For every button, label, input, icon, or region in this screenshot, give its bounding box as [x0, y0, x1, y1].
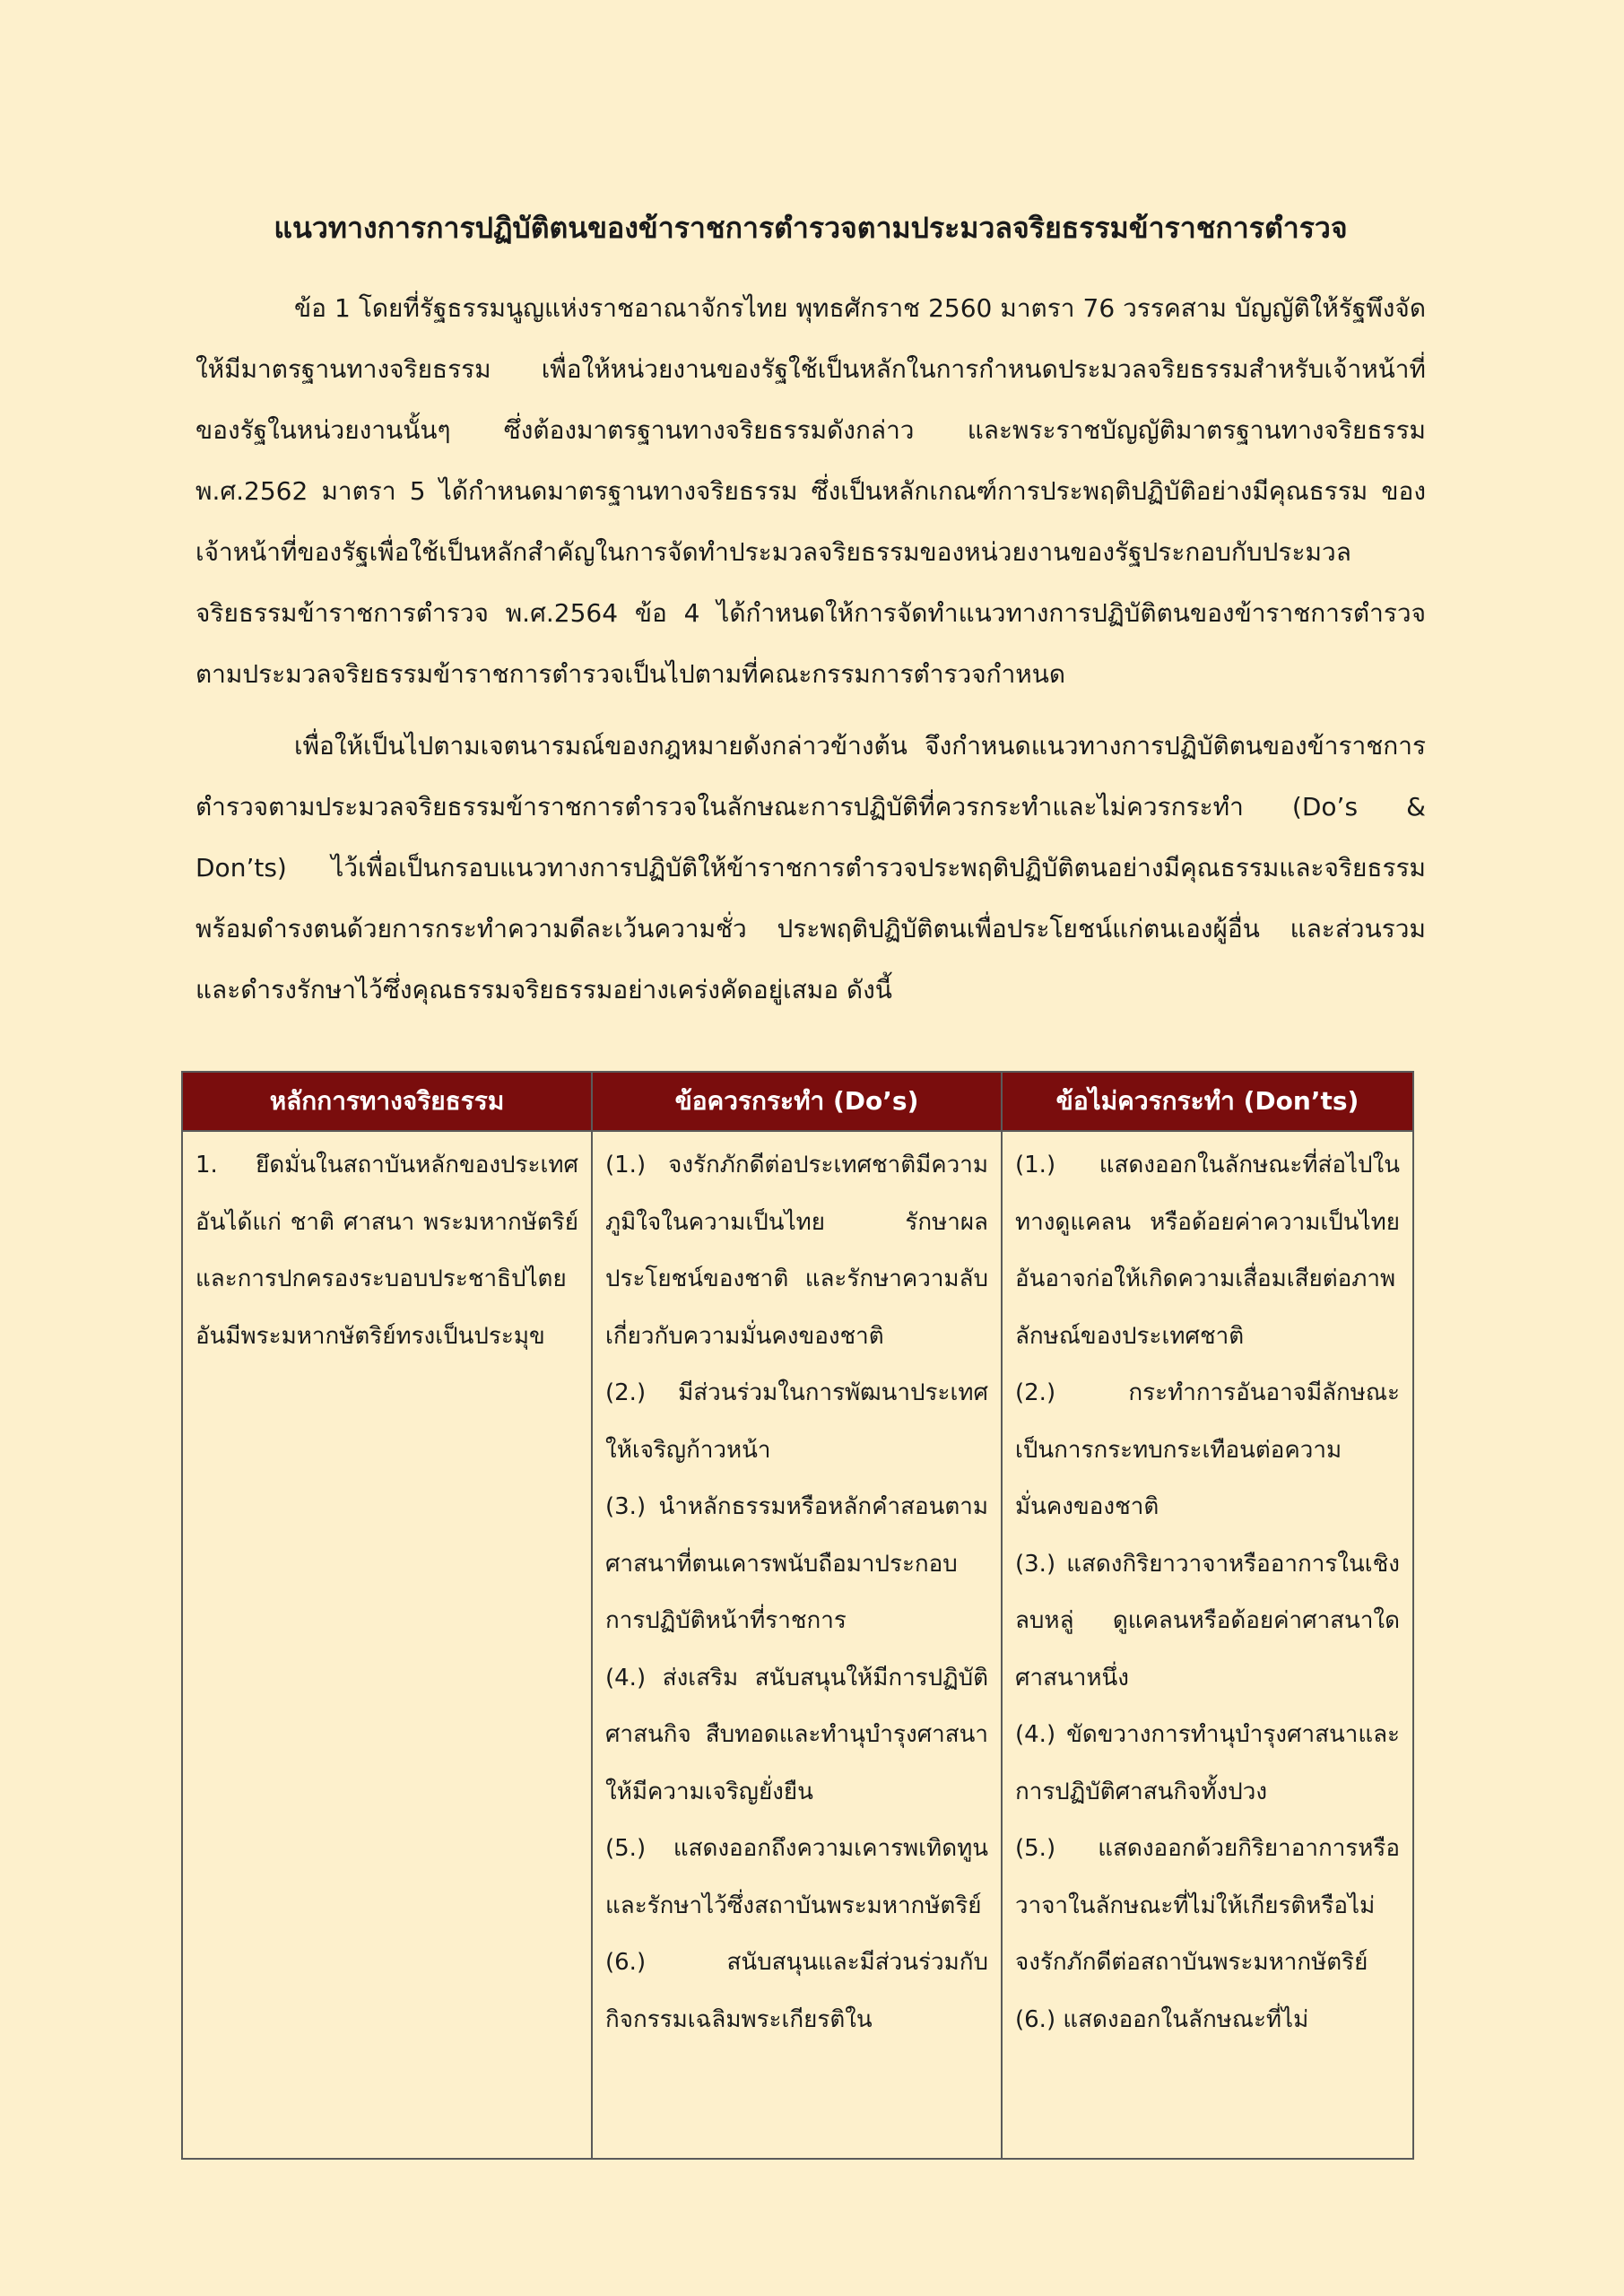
donts-cell: [1002, 1131, 1413, 2159]
dos-item-2: (2.) มีส่วนร่วมในการพัฒนาประเทศให้เจริญก้าวหน้า: [605, 1379, 988, 1464]
dos-cell: [592, 1131, 1002, 2159]
paragraph-1: ข้อ 1 โดยที่รัฐธรรมนูญแห่งราชอาณาจักรไทย พุทธศักราช 2560 มาตรา 76 วรรคสาม บัญญัติให้รัฐพึงจัดให้มีมาตรฐานทางจริยธรรม เพื่อให้หน่วยงานของรัฐใช้เป็นหลักในการกำหนดประมวลจริยธรรมสำหรับเจ้าหน้าที่ของรัฐในหน่วยงานนั้นๆ ซึ่งต้องมาตรฐานทางจริยธรรมดังกล่าว และพระราชบัญญัติมาตรฐานทางจริยธรรม พ.ศ.2562 มาตรา 5 ได้กำหนดมาตรฐานทางจริยธรรม ซึ่งเป็นหลักเกณฑ์การประพฤติปฏิบัติอย่างมีคุณธรรม ของเจ้าหน้าที่ของรัฐเพื่อใช้เป็นหลักสำคัญในการจัดทำประมวลจริยธรรมของหน่วยงานของรัฐประกอบกับประมวลจริยธรรมข้าราชการตำรวจ พ.ศ.2564 ข้อ 4 ได้กำหนดให้การจัดทำแนวทางการปฏิบัติตนของข้าราชการตำรวจตามประมวลจริยธรรมข้าราชการตำรวจเป็นไปตามที่คณะกรรมการตำรวจกำหนด: [195, 293, 1426, 689]
principle-cell: [182, 1131, 592, 2159]
header-dos: ข้อควรกระทำ (Do’s): [592, 1072, 1002, 1131]
dos-item-5: (5.) แสดงออกถึงความเคารพเทิดทูน และรักษาไว้ซึ่งสถาบันพระมหากษัตริย์: [605, 1835, 988, 1919]
dos-item-1: (1.) จงรักภักดีต่อประเทศชาติมีความภูมิใจในความเป็นไทย รักษาผลประโยชน์ของชาติ และรักษาความลับเกี่ยวกับความมั่นคงของชาติ: [605, 1152, 988, 1350]
donts-item-6: (6.) แสดงออกในลักษณะที่ไม่: [1015, 2005, 1309, 2033]
donts-item-4: (4.) ขัดขวางการทำนุบำรุงศาสนาและการปฏิบัติศาสนกิจทั้งปวง: [1015, 1721, 1400, 1805]
document-page: [195, 204, 1426, 1021]
ethics-table: [181, 1071, 1414, 2160]
table-header-row: [182, 1072, 1413, 1131]
principle-text: 1. ยึดมั่นในสถาบันหลักของประเทศ อันได้แก่ ชาติ ศาสนา พระมหากษัตริย์และการปกครองระบอบประชาธิปไตยอันมีพระมหากษัตริย์ทรงเป็นประมุข: [195, 1152, 578, 1350]
table-row: [182, 1131, 1413, 2159]
donts-item-1: (1.) แสดงออกในลักษณะที่ส่อไปในทางดูแคลน หรือด้อยค่าความเป็นไทยอันอาจก่อให้เกิดความเสื่อมเสียต่อภาพลักษณ์ของประเทศชาติ: [1015, 1152, 1400, 1350]
dos-item-3: (3.) นำหลักธรรมหรือหลักคำสอนตามศาสนาที่ตนเคารพนับถือมาประกอบการปฏิบัติหน้าที่ราชการ: [605, 1493, 988, 1634]
document-title: แนวทางการการปฏิบัติตนของข้าราชการตำรวจตามประมวลจริยธรรมข้าราชการตำรวจ: [274, 211, 1348, 245]
header-principle: หลักการทางจริยธรรม: [182, 1072, 592, 1131]
header-donts: ข้อไม่ควรกระทำ (Don’ts): [1002, 1072, 1413, 1131]
dos-item-6: (6.) สนับสนุนและมีส่วนร่วมกับกิจกรรมเฉลิมพระเกียรติใน: [605, 1949, 988, 2033]
donts-item-5: (5.) แสดงออกด้วยกิริยาอาการหรือวาจาในลักษณะที่ไม่ให้เกียรติหรือไม่จงรักภักดีต่อสถาบันพระมหากษัตริย์: [1015, 1835, 1400, 1976]
donts-item-3: (3.) แสดงกิริยาวาจาหรืออาการในเชิงลบหลู่ ดูแคลนหรือด้อยค่าศาสนาใดศาสนาหนึ่ง: [1015, 1550, 1400, 1692]
donts-item-2: (2.) กระทำการอันอาจมีลักษณะเป็นการกระทบกระเทือนต่อความมั่นคงของชาติ: [1015, 1379, 1400, 1520]
dos-item-4: (4.) ส่งเสริม สนับสนุนให้มีการปฏิบัติศาสนกิจ สืบทอดและทำนุบำรุงศาสนาให้มีความเจริญยั่งยืน: [605, 1664, 988, 1805]
paragraph-2: เพื่อให้เป็นไปตามเจตนารมณ์ของกฎหมายดังกล่าวข้างต้น จึงกำหนดแนวทางการปฏิบัติตนของข้าราชการตำรวจตามประมวลจริยธรรมข้าราชการตำรวจในลักษณะการปฏิบัติที่ควรกระทำและไม่ควรกระทำ (Do’s & Don’ts) ไว้เพื่อเป็นกรอบแนวทางการปฏิบัติให้ข้าราชการตำรวจประพฤติปฏิบัติตนอย่างมีคุณธรรมและจริยธรรม พร้อมดำรงตนด้วยการกระทำความดีละเว้นความชั่ว ประพฤติปฏิบัติตนเพื่อประโยชน์แก่ตนเองผู้อื่น และส่วนรวม และดำรงรักษาไว้ซึ่งคุณธรรมจริยธรรมอย่างเคร่งคัดอยู่เสมอ ดังนี้: [195, 731, 1426, 1004]
